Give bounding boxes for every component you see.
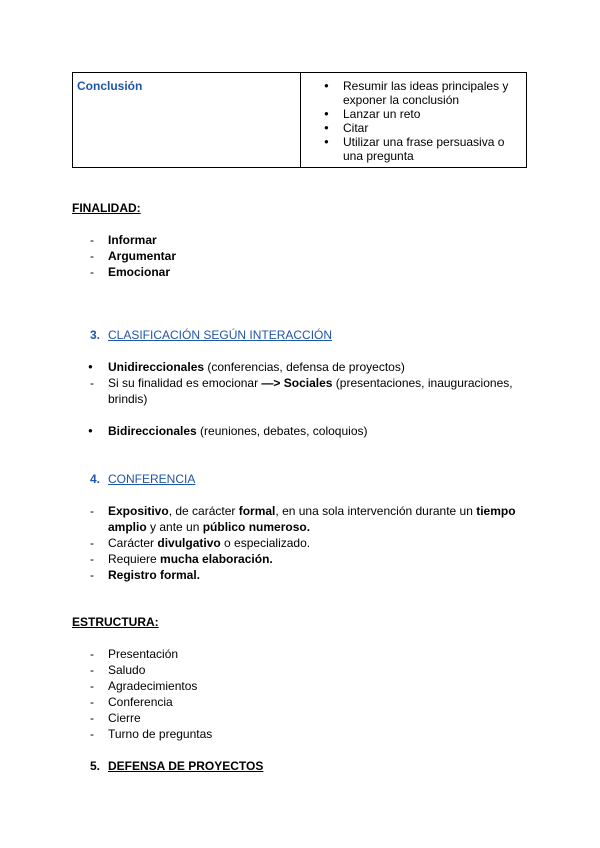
list-item: - Presentación [72, 646, 528, 662]
section-number: 3. [90, 328, 101, 342]
finalidad-heading: FINALIDAD: [72, 201, 141, 215]
list-item: - Agradecimientos [72, 678, 528, 694]
interaction-list-2 [72, 423, 528, 439]
section-3-heading [90, 328, 332, 342]
section-title: CLASIFICACIÓN SEGÚN INTERACCIÓN [108, 328, 333, 342]
list-item: - Informar [72, 232, 528, 248]
list-item: ● Citar [301, 121, 513, 135]
list-item: - Argumentar [72, 248, 528, 264]
list-item: - Carácter divulgativo o especializado. [72, 535, 528, 551]
list-item: - Saludo [72, 662, 528, 678]
section-number: 4. [90, 472, 101, 486]
section-5-heading [90, 759, 263, 773]
list-item: - Si su finalidad es emocionar —> Sociales (presentaciones, inauguraciones, brindis) [72, 375, 528, 407]
list-item: ● Bidireccionales (reuniones, debates, coloquios) [72, 423, 528, 439]
estructura-list [72, 646, 528, 742]
list-item: ● Utilizar una frase persuasiva o una pregunta [301, 135, 513, 163]
table-bullet-list [301, 79, 526, 163]
section-4-heading [90, 472, 195, 486]
table-label: Conclusión [77, 79, 143, 93]
list-item: ● Unidireccionales (conferencias, defensa de proyectos) [72, 359, 528, 375]
list-item: - Registro formal. [72, 567, 528, 583]
conclusion-table [72, 72, 527, 168]
section-title: CONFERENCIA [108, 472, 196, 486]
list-item: - Conferencia [72, 694, 528, 710]
table-items-cell [301, 73, 527, 168]
section-number: 5. [90, 759, 101, 773]
interaction-list [72, 359, 528, 407]
list-item: - Turno de preguntas [72, 726, 528, 742]
list-item: - Expositivo, de carácter formal, en una sola intervención durante un tiempo amplio y ante un público numeroso. [72, 503, 528, 535]
list-item: ● Lanzar un reto [301, 107, 513, 121]
list-item: - Cierre [72, 710, 528, 726]
finalidad-list [72, 232, 528, 280]
conferencia-list [72, 503, 528, 583]
section-title: DEFENSA DE PROYECTOS [108, 759, 264, 773]
table-label-cell [73, 73, 301, 168]
list-item: - Emocionar [72, 264, 528, 280]
estructura-heading: ESTRUCTURA: [72, 615, 159, 629]
list-item: ● Resumir las ideas principales y exponer la conclusión [301, 79, 513, 107]
list-item: - Requiere mucha elaboración. [72, 551, 528, 567]
